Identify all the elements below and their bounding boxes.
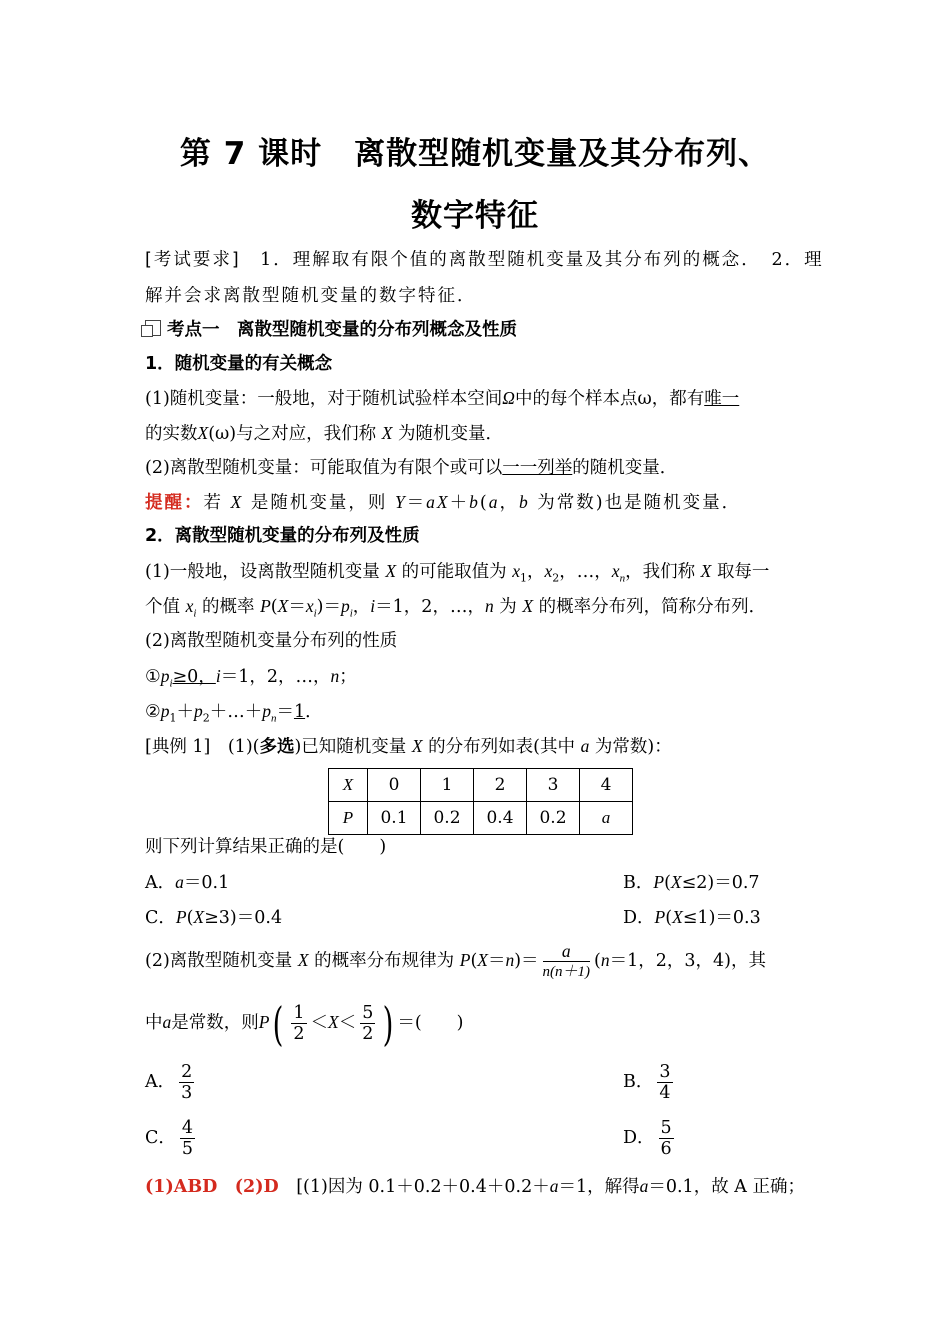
q1-stem: 则下列计算结果正确的是( ) — [145, 837, 387, 857]
item2-heading: 2．离散型随机变量的分布列及性质 — [145, 526, 420, 546]
table-header-cell: P — [329, 802, 368, 835]
p1-line1: (1)随机变量：一般地，对于随机试验样本空间Ω中的每个样本点ω，都有唯一 — [145, 388, 740, 409]
table-cell: 0.1 — [368, 802, 421, 835]
table-row — [329, 769, 633, 802]
p1-line2: 的实数X(ω)与之对应，我们称 X 为随机变量． — [145, 423, 503, 444]
property-2: $②p_1+p_2+\dots+p_n=1$． — [145, 701, 323, 725]
q2-line1: (2)离散型随机变量 X 的概率分布规律为 P(X＝n)＝ $\frac{a}{n(n+1)}$ (n＝1，2，3，4)，其 — [145, 941, 766, 980]
section-heading: 考点一 离散型随机变量的分布列概念及性质 — [145, 318, 810, 342]
property-1: $①p_i\ge 0$，i＝1，2，…，n； — [145, 666, 357, 690]
section-icon — [145, 320, 161, 336]
table-cell: 0.2 — [527, 802, 580, 835]
table-row — [329, 802, 633, 835]
q1-option-b[interactable]: B．P(X≤2)＝0.7 — [623, 872, 760, 893]
table-cell: 0.2 — [421, 802, 474, 835]
answer-line: (1)ABD (2)D [(1)因为 0.1＋0.2＋0.4＋0.2＋a＝1，解得a＝0.1，故 A 正确； — [145, 1176, 805, 1197]
example-line: [典例 1] (1)(多选)已知随机变量 X 的分布列如表(其中 a 为常数)： — [145, 736, 672, 757]
probability-fraction: $\frac{a}{n(n+1)}$ — [542, 941, 591, 980]
p4-line: (2)离散型随机变量分布列的性质 — [145, 631, 398, 651]
p3-line2: 个值 $x_i$ 的概率 $P(X=x_i)=p_i$，i＝1，2，…，n 为 X 的概率分布列，简称分布列． — [145, 596, 767, 620]
p2-line: (2)离散型随机变量：可能取值为有限个或可以一一列举的随机变量． — [145, 458, 678, 478]
tip-label: 提醒： — [145, 493, 204, 513]
q2-option-b[interactable]: B． $\frac{3}{4}$ — [623, 1062, 671, 1103]
q1-option-c[interactable]: C．P(X≥3)＝0.4 D．P(X≤1)＝0.3 — [145, 907, 761, 928]
answer-key: (1)ABD (2)D — [145, 1177, 279, 1197]
q2-option-c[interactable]: C． $\frac{4}{5}$ D． $\frac{5}{6}$ — [145, 1114, 810, 1162]
p3-line1: (1)一般地，设离散型随机变量 X 的可能取值为 $x_1$，$x_2$，…，$x_n$，我们称 X 取每一 — [145, 561, 770, 585]
distribution-table — [328, 768, 633, 835]
table-header-cell: X — [329, 769, 368, 802]
q1-option-d[interactable]: D．P(X≤1)＝0.3 — [623, 907, 761, 928]
table-cell: 0.4 — [474, 802, 527, 835]
item1-heading: 1．随机变量的有关概念 — [145, 354, 333, 374]
page-title-line2: 数字特征 — [411, 198, 539, 234]
q2-option-a[interactable]: A． $\frac{2}{3}$ B． $\frac{3}{4}$ — [145, 1058, 810, 1106]
requirements-line1: [考试要求] 1．理解取有限个值的离散型随机变量及其分布列的概念． 2．理 — [145, 250, 824, 270]
page-title-line1: 第 7 课时 离散型随机变量及其分布列、 — [179, 136, 771, 172]
q2-line2: 中a是常数，则P( $\frac{1}{2}$ ＜X＜ $\frac{5}{2}$ ) ＝( ) — [145, 996, 464, 1051]
tip-line: 提醒：若 X 是随机变量，则 Y＝aX＋b(a，b 为常数)也是随机变量． — [145, 492, 742, 513]
q2-option-d[interactable]: D． $\frac{5}{6}$ — [623, 1118, 672, 1159]
table-cell: 4 — [580, 769, 633, 802]
example-label: [典例 1] — [145, 737, 211, 757]
table-cell: 0 — [368, 769, 421, 802]
table-cell: 1 — [421, 769, 474, 802]
table-cell: 2 — [474, 769, 527, 802]
table-cell: 3 — [527, 769, 580, 802]
requirements-line2: 解并会求离散型随机变量的数字特征． — [145, 286, 477, 306]
requirements-label: [考试要求] — [145, 250, 241, 270]
q1-option-a[interactable]: A．a＝0.1 B．P(X≤2)＝0.7 — [145, 872, 760, 893]
table-cell: a — [580, 802, 633, 835]
